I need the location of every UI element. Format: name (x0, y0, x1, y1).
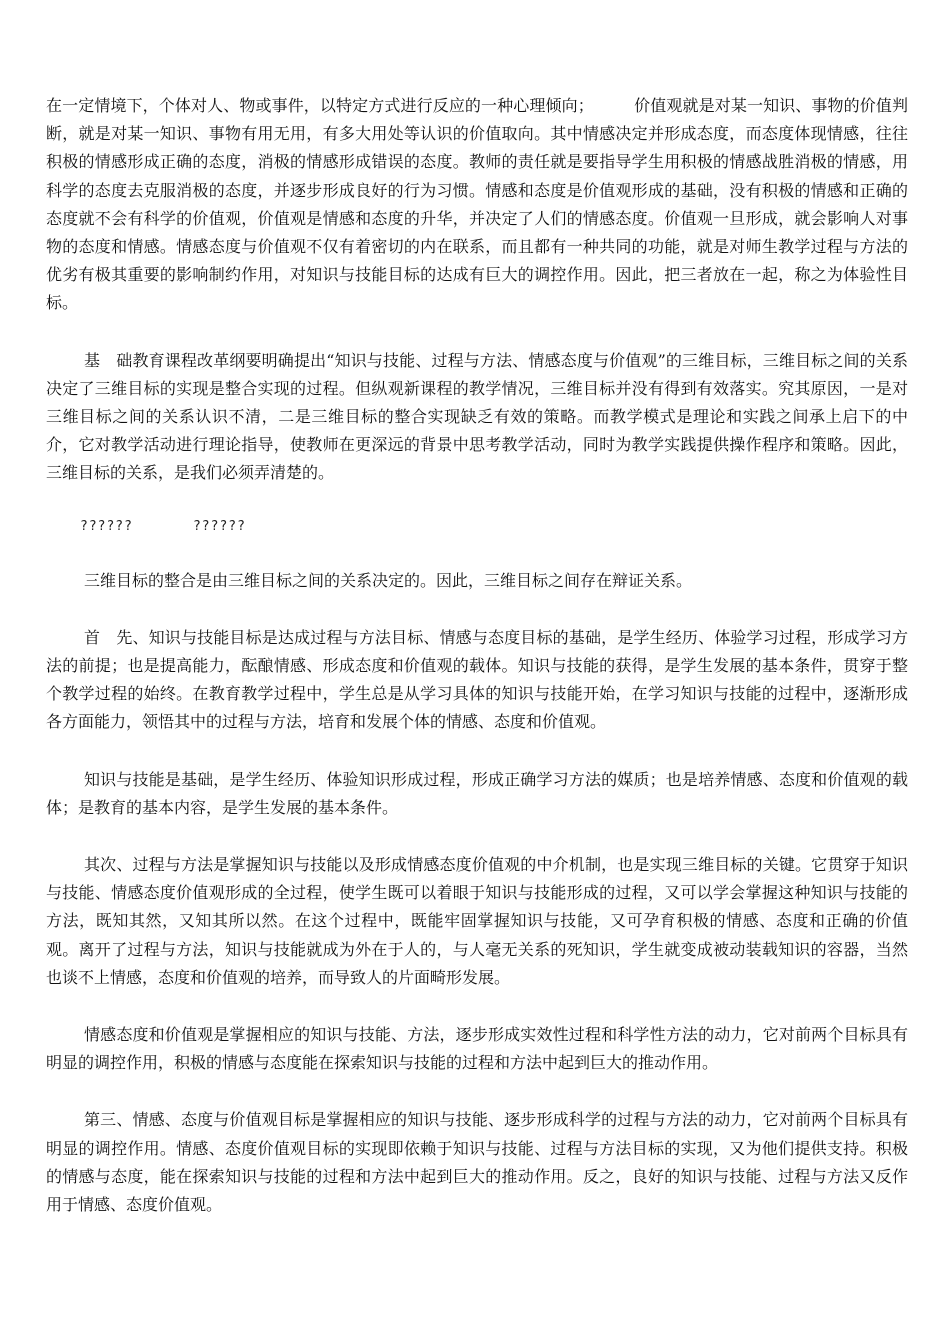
paragraph-second-process: 其次、过程与方法是掌握知识与技能以及形成情感态度价值观的中介机制，也是实现三维目标的关键。它贯穿于知识与技能、情感态度价值观形成的全过程，使学生既可以着眼于知识与技能形成的过程，又可以学会掌握这种知识与技能的方法，既知其然，又知其所以然。在这个过程中，既能牢固掌握知识与技能，又可孕育积极的情感、态度和正确的价值观。离开了过程与方法，知识与技能就成为外在于人的，与人毫无关系的死知识，学生就变成被动装载知识的容器，当然也谈不上情感，态度和价值观的培养，而导致人的片面畸形发展。 (46, 855, 908, 987)
document-page (46, 92, 908, 1248)
paragraph-third-emotion: 第三、情感、态度与价值观目标是掌握相应的知识与技能、逐步形成科学的过程与方法的动力，它对前两个目标具有明显的调控作用。情感、态度价值观目标的实现即依赖于知识与技能、过程与方法目标的实现，又为他们提供支持。积极的情感与态度，能在探索知识与技能的过程和方法中起到巨大的推动作用。反之，良好的知识与技能、过程与方法又反作用于情感、态度价值观。 (46, 1110, 908, 1215)
garbled-heading (46, 517, 908, 537)
garbled-heading-left: ?????? (80, 518, 133, 534)
garbled-heading-right: ?????? (192, 518, 246, 534)
paragraph-curriculum-reform: 基 础教育课程改革纲要明确提出“知识与技能、过程与方法、情感态度与价值观”的三维目标，三维目标之间的关系决定了三维目标的实现是整合实现的过程。但纵观新课程的教学情况，三维目标并没有得到有效落实。究其原因，一是对三维目标之间的关系认识不清，二是三维目标的整合实现缺乏有效的策略。而教学模式是理论和实践之间承上启下的中介，它对教学活动进行理论指导，使教师在更深远的背景中思考教学活动，同时为教学实践提供操作程序和策略。因此，三维目标的关系，是我们必须弄清楚的。 (46, 350, 908, 483)
paragraph-first-knowledge: 首 先、知识与技能目标是达成过程与方法目标、情感与态度目标的基础，是学生经历、体验学习过程，形成学习方法的前提；也是提高能力，酝酿情感、形成态度和价值观的载体。知识与技能的获得，是学生发展的基本条件，贯穿于整个教学过程的始终。在教育教学过程中，学生总是从学习具体的知识与技能开始，在学习知识与技能的过程中，逐渐形成各方面能力，领悟其中的过程与方法，培育和发展个体的情感、态度和价值观。 (46, 627, 908, 732)
paragraph-knowledge-basis: 知识与技能是基础，是学生经历、体验知识形成过程，形成正确学习方法的媒质；也是培养情感、态度和价值观的载体；是教育的基本内容，是学生发展的基本条件。 (46, 769, 908, 817)
paragraph-emotion-motivation: 情感态度和价值观是掌握相应的知识与技能、方法，逐步形成实效性过程和科学性方法的动力，它对前两个目标具有明显的调控作用，积极的情感与态度能在探索知识与技能的过程和方法中起到巨大的推动作用。 (46, 1025, 908, 1073)
paragraph-attitude-values: 在一定情境下，个体对人、物或事件，以特定方式进行反应的一种心理倾向； 价值观就是对某一知识、事物的价值判断，就是对某一知识、事物有用无用，有多大用处等认识的价值取向。其中情感决定并形成态度，而态度体现情感，往往积极的情感形成正确的态度，消极的情感形成错误的态度。教师的责任就是要指导学生用积极的情感战胜消极的情感，用科学的态度去克服消极的态度，并逐步形成良好的行为习惯。情感和态度是价值观形成的基础，没有积极的情感和正确的态度就不会有科学的价值观，价值观是情感和态度的升华，并决定了人们的情感态度。价值观一旦形成，就会影响人对事物的态度和情感。情感态度与价值观不仅有着密切的内在联系，而且都有一种共同的功能，就是对师生教学过程与方法的优劣有极其重要的影响制约作用，对知识与技能目标的达成有巨大的调控作用。因此，把三者放在一起，称之为体验性目标。 (46, 96, 908, 313)
paragraph-integration: 三维目标的整合是由三维目标之间的关系决定的。因此，三维目标之间存在辩证关系。 (84, 570, 693, 590)
